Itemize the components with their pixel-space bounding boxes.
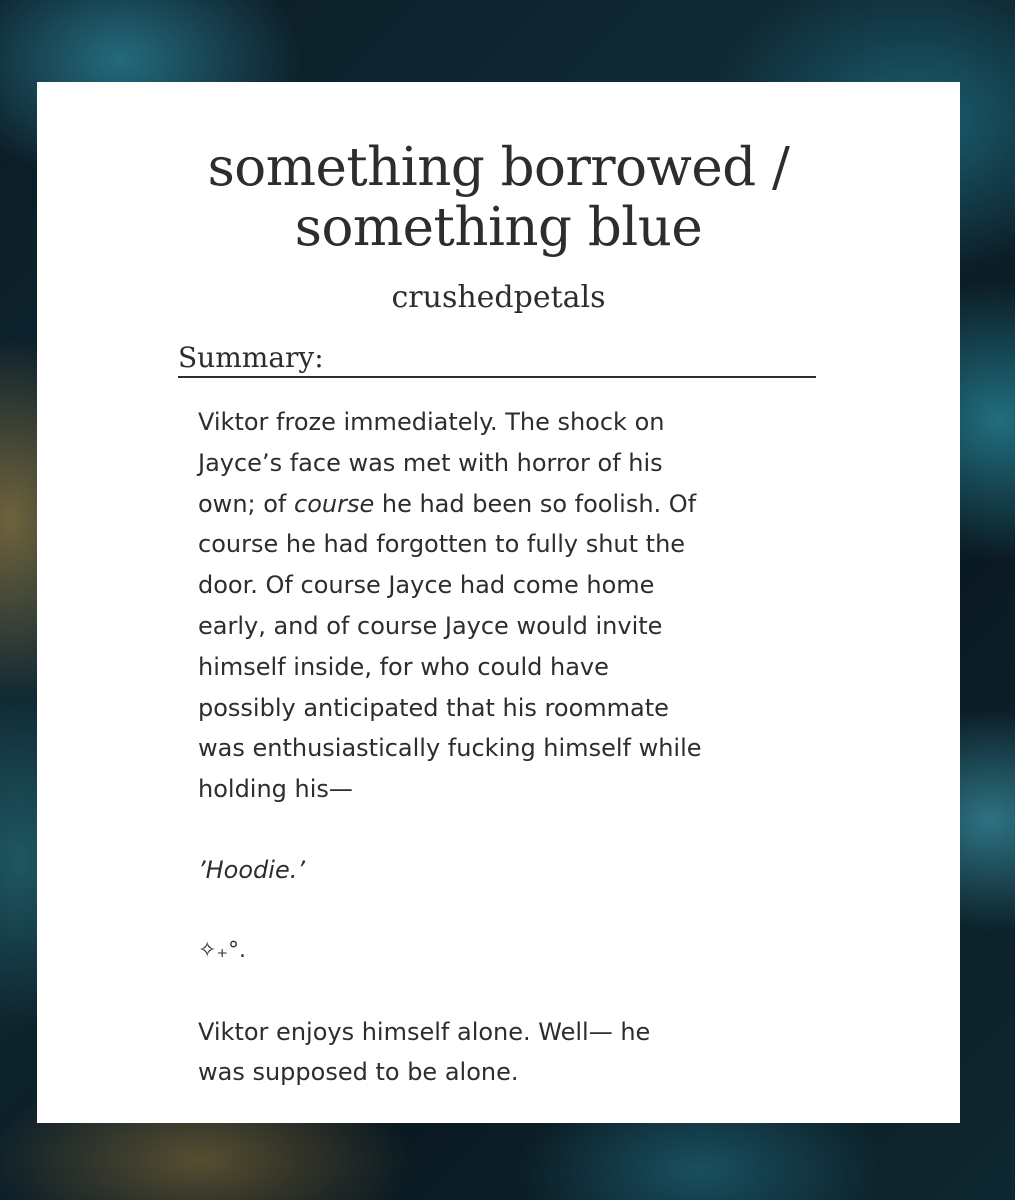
- work-title-line-2: something blue: [294, 197, 703, 258]
- emphasis-text: course: [294, 489, 375, 518]
- summary-line: possibly anticipated that his roommate: [198, 693, 669, 722]
- summary-line: Viktor enjoys himself alone. Well— he: [198, 1017, 651, 1046]
- summary-line: early, and of course Jayce would invite: [198, 611, 663, 640]
- summary-body: [198, 402, 818, 1093]
- summary-line: Viktor froze immediately. The shock on: [198, 408, 665, 436]
- summary-line: was enthusiastically fucking himself while: [198, 734, 702, 763]
- author-name: crushedpetals: [391, 280, 606, 315]
- summary-text: own; of: [198, 489, 294, 518]
- summary-paragraph-2: ’Hoodie.’: [198, 855, 305, 884]
- summary-text: he had been so foolish. Of: [374, 489, 697, 518]
- summary-line: was supposed to be alone.: [198, 1058, 519, 1087]
- summary-paragraph-1: [198, 402, 818, 810]
- summary-line: himself inside, for who could have: [198, 652, 609, 681]
- summary-line: door. Of course Jayce had come home: [198, 571, 655, 600]
- summary-line: course he had forgotten to fully shut the: [198, 530, 686, 559]
- work-title: [37, 138, 960, 258]
- summary-heading: Summary:: [178, 340, 816, 378]
- sparkle-divider: ✧₊°.: [198, 937, 247, 963]
- summary-line: Jayce’s face was met with horror of his: [198, 448, 663, 477]
- work-title-line-1: something borrowed /: [207, 137, 790, 198]
- summary-paragraph-3: [198, 1012, 818, 1094]
- summary-line: [198, 484, 818, 525]
- summary-line: holding his—: [198, 775, 353, 804]
